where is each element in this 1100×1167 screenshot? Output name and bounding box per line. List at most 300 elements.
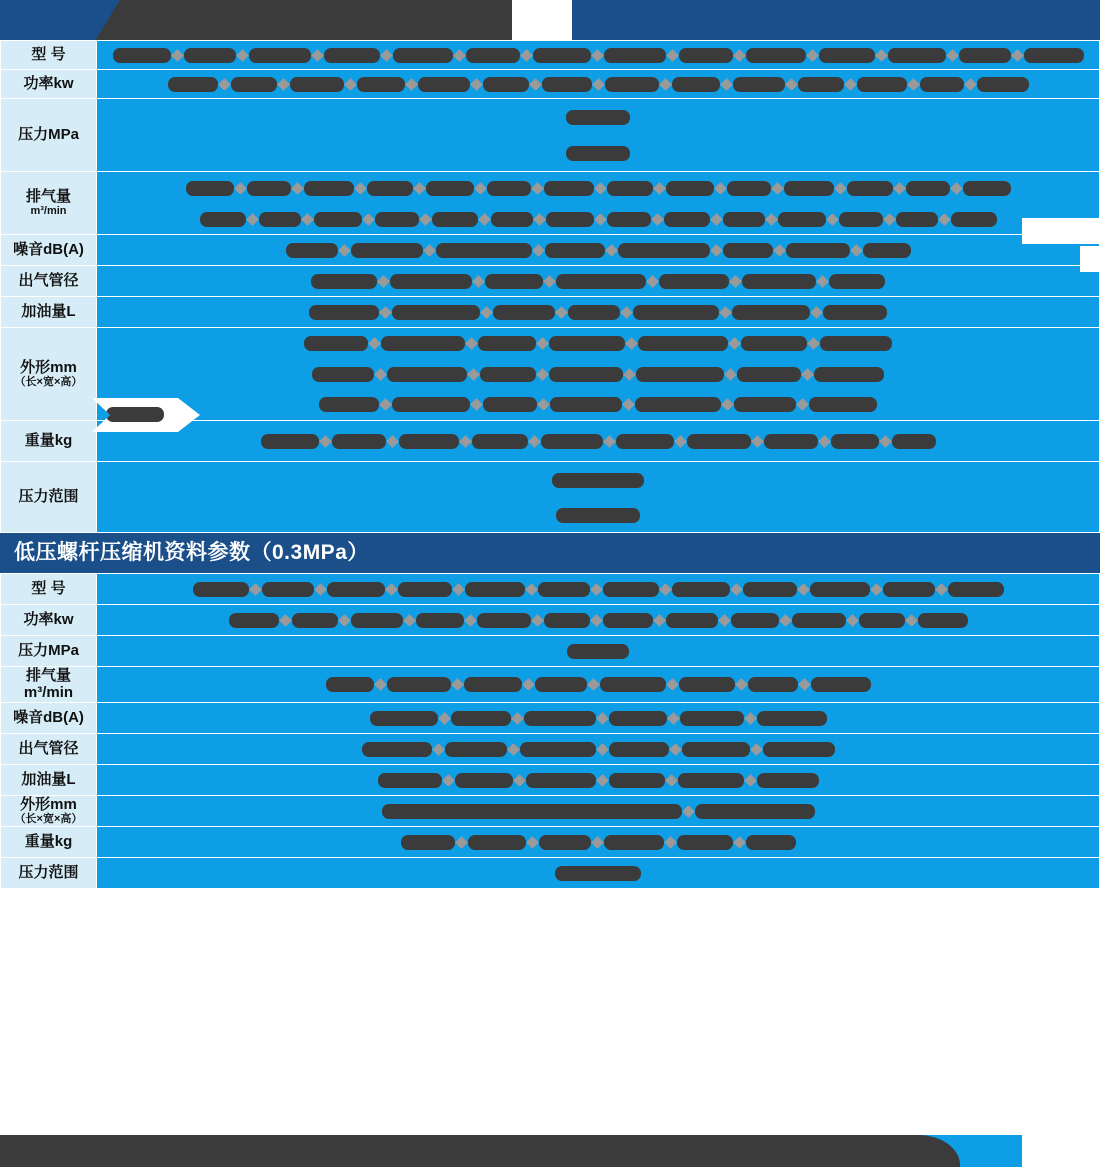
cell-separator [883, 213, 896, 226]
redacted-value [259, 212, 301, 227]
cell-separator [594, 182, 607, 195]
value-line [97, 235, 1099, 265]
table-row [1, 462, 1100, 533]
cell-separator [472, 275, 485, 288]
redacted-value [465, 582, 525, 597]
cell-separator [403, 614, 416, 627]
cell-separator [735, 678, 748, 691]
redacted-value [326, 677, 374, 692]
cell-separator [511, 712, 524, 725]
table-row [1, 70, 1100, 99]
redacted-value [823, 305, 887, 320]
value-line [97, 328, 1099, 359]
row-header: 外形mm （长×宽×高） [1, 795, 97, 826]
row-header-sub: （长×宽×高） [14, 376, 83, 389]
redacted-value [290, 77, 344, 92]
redacted-value [883, 582, 935, 597]
cell-separator [301, 213, 314, 226]
cell-separator [442, 774, 455, 787]
redacted-value [292, 613, 338, 628]
redacted-value [679, 48, 733, 63]
redacted-value [568, 305, 620, 320]
cell-separator [474, 182, 487, 195]
redacted-value [538, 582, 590, 597]
redacted-value [545, 243, 605, 258]
redacted-value [679, 677, 735, 692]
table-gutter-white-1 [1022, 218, 1100, 244]
redacted-value [544, 613, 590, 628]
redacted-value [464, 677, 522, 692]
redacted-value [304, 336, 368, 351]
redacted-value [399, 434, 459, 449]
redacted-value [811, 677, 871, 692]
cell-separator [218, 78, 231, 91]
cell-separator [659, 78, 672, 91]
redacted-value [357, 77, 405, 92]
row-header: 压力范围 [1, 857, 97, 888]
redacted-value [664, 212, 710, 227]
cell-separator [467, 368, 480, 381]
redacted-value [526, 773, 596, 788]
table-gutter-white-2 [1080, 246, 1100, 272]
cell-separator [385, 583, 398, 596]
redacted-value [607, 181, 653, 196]
redacted-value [786, 243, 850, 258]
cell-separator [234, 182, 247, 195]
cell-separator [818, 435, 831, 448]
redacted-value [723, 243, 773, 258]
cell-separator [171, 49, 184, 62]
redacted-value [896, 212, 938, 227]
cell-separator [377, 275, 390, 288]
redacted-value [480, 367, 536, 382]
redacted-value [186, 181, 234, 196]
redacted-value [672, 582, 730, 597]
cell-separator [771, 182, 784, 195]
redacted-value [436, 243, 532, 258]
redacted-value [401, 835, 455, 850]
redacted-value [535, 677, 587, 692]
redacted-value [636, 367, 724, 382]
cell-separator [555, 306, 568, 319]
redacted-value [392, 305, 480, 320]
row-values [97, 636, 1100, 667]
cell-separator [667, 712, 680, 725]
redacted-value [672, 77, 720, 92]
cell-separator [905, 614, 918, 627]
redacted-value [757, 711, 827, 726]
redacted-value [695, 804, 815, 819]
redacted-value [426, 181, 474, 196]
cell-separator [380, 49, 393, 62]
table-row [1, 99, 1100, 172]
cell-separator [596, 743, 609, 756]
cell-separator [522, 678, 535, 691]
redacted-value [605, 77, 659, 92]
redacted-value [231, 77, 277, 92]
value-line [97, 203, 1099, 234]
value-line [97, 135, 1099, 171]
value-line [97, 574, 1099, 604]
cell-separator [319, 435, 332, 448]
value-line [97, 297, 1099, 327]
cell-separator [785, 78, 798, 91]
redacted-value [680, 711, 744, 726]
value-line [97, 765, 1099, 795]
value-line [97, 858, 1099, 888]
cell-separator [666, 678, 679, 691]
cell-separator [590, 583, 603, 596]
redacted-value [332, 434, 386, 449]
cell-separator [850, 244, 863, 257]
cell-separator [730, 583, 743, 596]
redacted-value [977, 77, 1029, 92]
redacted-value [609, 742, 669, 757]
redacted-value [351, 613, 403, 628]
cell-separator [459, 435, 472, 448]
cell-separator [779, 614, 792, 627]
cell-separator [844, 78, 857, 91]
row-header: 重量kg [1, 421, 97, 462]
redacted-value [566, 146, 630, 161]
cell-separator [386, 435, 399, 448]
row-header-sub: （长×宽×高） [14, 812, 83, 825]
redacted-value [859, 613, 905, 628]
redacted-value [451, 711, 511, 726]
redacted-value [839, 212, 883, 227]
cell-separator [470, 78, 483, 91]
cell-separator [710, 244, 723, 257]
cell-separator [405, 78, 418, 91]
cell-separator [246, 213, 259, 226]
redacted-value [367, 181, 413, 196]
cell-separator [465, 337, 478, 350]
redacted-value [763, 742, 835, 757]
cell-separator [596, 712, 609, 725]
redacted-value [618, 243, 710, 258]
cell-separator [728, 337, 741, 350]
row-header: 排气量 m³/min [1, 667, 97, 703]
cell-separator [744, 712, 757, 725]
redacted-value [549, 336, 625, 351]
value-line [97, 421, 1099, 461]
row-header-sub: m³/min [30, 205, 67, 218]
redacted-value [600, 677, 666, 692]
redacted-value [552, 473, 644, 488]
cell-separator [279, 614, 292, 627]
redacted-value [746, 48, 806, 63]
redacted-value [324, 48, 380, 63]
redacted-value [820, 336, 892, 351]
row-header: 噪音dB(A) [1, 702, 97, 733]
redacted-value [533, 48, 591, 63]
highlight-arrow-badge-bar [106, 407, 164, 422]
redacted-value [906, 181, 950, 196]
redacted-value [370, 711, 438, 726]
redacted-value [609, 773, 665, 788]
redacted-value [757, 773, 819, 788]
cell-separator [526, 836, 539, 849]
spec-table-0 [0, 40, 1100, 533]
cell-separator [314, 583, 327, 596]
cell-separator [362, 213, 375, 226]
row-header: 压力范围 [1, 462, 97, 533]
redacted-value [888, 48, 946, 63]
redacted-value [539, 835, 591, 850]
row-header: 加油量L [1, 297, 97, 328]
redacted-value [493, 305, 555, 320]
cell-separator [451, 678, 464, 691]
redacted-value [327, 582, 385, 597]
redacted-value [682, 742, 750, 757]
cell-separator [623, 368, 636, 381]
cell-separator [674, 435, 687, 448]
table-row [1, 636, 1100, 667]
redacted-value [466, 48, 520, 63]
cell-separator [453, 49, 466, 62]
cell-separator [591, 836, 604, 849]
row-header: 出气管径 [1, 733, 97, 764]
cell-separator [374, 368, 387, 381]
row-values [97, 41, 1100, 70]
redacted-value [727, 181, 771, 196]
redacted-value [784, 181, 834, 196]
redacted-value [416, 613, 464, 628]
redacted-value [378, 773, 442, 788]
cell-separator [664, 836, 677, 849]
row-header: 加油量L [1, 764, 97, 795]
cell-separator [587, 678, 600, 691]
cell-separator [718, 614, 731, 627]
redacted-value [184, 48, 236, 63]
footer-white-right [1022, 1135, 1100, 1167]
cell-separator [1011, 49, 1024, 62]
cell-separator [659, 583, 672, 596]
cell-separator [733, 836, 746, 849]
cell-separator [625, 337, 638, 350]
redacted-value [737, 367, 801, 382]
redacted-value [168, 77, 218, 92]
cell-separator [277, 78, 290, 91]
cell-separator [797, 583, 810, 596]
table-row [1, 41, 1100, 70]
redacted-value [604, 48, 666, 63]
redacted-value [635, 397, 721, 412]
redacted-value [200, 212, 246, 227]
redacted-value [485, 274, 543, 289]
value-line [97, 172, 1099, 203]
redacted-value [963, 181, 1011, 196]
redacted-value [743, 582, 797, 597]
row-values [97, 605, 1100, 636]
redacted-value [362, 742, 432, 757]
redacted-value [847, 181, 893, 196]
cell-separator [603, 435, 616, 448]
row-header: 功率kw [1, 70, 97, 99]
cell-separator [806, 49, 819, 62]
cell-separator [464, 614, 477, 627]
row-values [97, 297, 1100, 328]
redacted-value [741, 336, 807, 351]
redacted-value [392, 397, 470, 412]
redacted-value [393, 48, 453, 63]
redacted-value [524, 711, 596, 726]
redacted-value [604, 835, 664, 850]
row-header: 型 号 [1, 574, 97, 605]
redacted-value [375, 212, 419, 227]
row-header: 压力MPa [1, 636, 97, 667]
redacted-value [556, 274, 646, 289]
redacted-value [809, 397, 877, 412]
row-values [97, 172, 1100, 235]
redacted-value [948, 582, 1004, 597]
cell-separator [513, 774, 526, 787]
row-values [97, 733, 1100, 764]
cell-separator [291, 182, 304, 195]
redacted-value [229, 613, 279, 628]
redacted-value [603, 613, 653, 628]
redacted-value [542, 77, 592, 92]
row-header: 型 号 [1, 41, 97, 70]
cell-separator [669, 743, 682, 756]
cell-separator [750, 743, 763, 756]
cell-separator [605, 244, 618, 257]
value-line [97, 99, 1099, 135]
cell-separator [413, 182, 426, 195]
value-line [97, 462, 1099, 497]
cell-separator [478, 213, 491, 226]
table-row [1, 795, 1100, 826]
redacted-value [829, 274, 885, 289]
redacted-value [555, 866, 641, 881]
cell-separator [810, 306, 823, 319]
redacted-value [792, 613, 846, 628]
cell-separator [622, 399, 635, 412]
cell-separator [846, 614, 859, 627]
cell-separator [470, 399, 483, 412]
cell-separator [311, 49, 324, 62]
cell-separator [529, 78, 542, 91]
cell-separator [592, 78, 605, 91]
row-values [97, 99, 1100, 172]
row-values [97, 826, 1100, 857]
cell-separator [528, 435, 541, 448]
row-header: 排气量 m³/min [1, 172, 97, 235]
row-header: 压力MPa [1, 99, 97, 172]
spec-table-1 [0, 573, 1100, 889]
redacted-value [193, 582, 249, 597]
redacted-value [382, 804, 682, 819]
table-row [1, 857, 1100, 888]
row-header: 功率kw [1, 605, 97, 636]
redacted-value [319, 397, 379, 412]
cell-separator [935, 583, 948, 596]
cell-separator [870, 583, 883, 596]
value-line [97, 70, 1099, 98]
redacted-value [678, 773, 744, 788]
cell-separator [525, 583, 538, 596]
row-header: 噪音dB(A) [1, 235, 97, 266]
redacted-value [819, 48, 875, 63]
cell-separator [710, 213, 723, 226]
redacted-value [491, 212, 533, 227]
cell-separator [344, 78, 357, 91]
cell-separator [594, 213, 607, 226]
cell-separator [729, 275, 742, 288]
cell-separator [338, 614, 351, 627]
cell-separator [714, 182, 727, 195]
redacted-value [638, 336, 728, 351]
cell-separator [719, 306, 732, 319]
redacted-value [734, 397, 796, 412]
redacted-value [556, 508, 640, 523]
redacted-value [666, 613, 718, 628]
cell-separator [249, 583, 262, 596]
table-row [1, 266, 1100, 297]
section-title-1: 低压螺杆压缩机资料参数（0.3MPa） [0, 533, 1100, 573]
redacted-value [418, 77, 470, 92]
redacted-value [249, 48, 311, 63]
table-row [1, 574, 1100, 605]
redacted-value [468, 835, 526, 850]
table-row [1, 297, 1100, 328]
cell-separator [893, 182, 906, 195]
cell-separator [646, 275, 659, 288]
redacted-value [951, 212, 997, 227]
cell-separator [590, 614, 603, 627]
redacted-value [746, 835, 796, 850]
redacted-value [520, 742, 596, 757]
redacted-value [262, 582, 314, 597]
cell-separator [236, 49, 249, 62]
redacted-value [677, 835, 733, 850]
redacted-value [261, 434, 319, 449]
cell-separator [653, 614, 666, 627]
cell-separator [531, 614, 544, 627]
row-values [97, 421, 1100, 462]
row-header: 外形mm （长×宽×高） [1, 328, 97, 421]
cell-separator [724, 368, 737, 381]
redacted-value [742, 274, 816, 289]
cell-separator [964, 78, 977, 91]
cell-separator [532, 244, 545, 257]
redacted-value [764, 434, 818, 449]
cell-separator [807, 337, 820, 350]
row-values [97, 857, 1100, 888]
redacted-value [857, 77, 907, 92]
cell-separator [946, 49, 959, 62]
redacted-value [483, 397, 537, 412]
cell-separator [419, 213, 432, 226]
cell-separator [423, 244, 436, 257]
value-line [97, 636, 1099, 666]
cell-separator [533, 213, 546, 226]
row-values [97, 702, 1100, 733]
footer-strip [0, 1135, 1100, 1167]
cell-separator [374, 678, 387, 691]
redacted-value [659, 274, 729, 289]
value-line [97, 266, 1099, 296]
cell-separator [537, 399, 550, 412]
redacted-value [312, 367, 374, 382]
redacted-value [959, 48, 1011, 63]
cell-separator [798, 678, 811, 691]
redacted-value [546, 212, 594, 227]
redacted-value [723, 212, 765, 227]
row-header: 重量kg [1, 826, 97, 857]
cell-separator [879, 435, 892, 448]
redacted-value [748, 677, 798, 692]
